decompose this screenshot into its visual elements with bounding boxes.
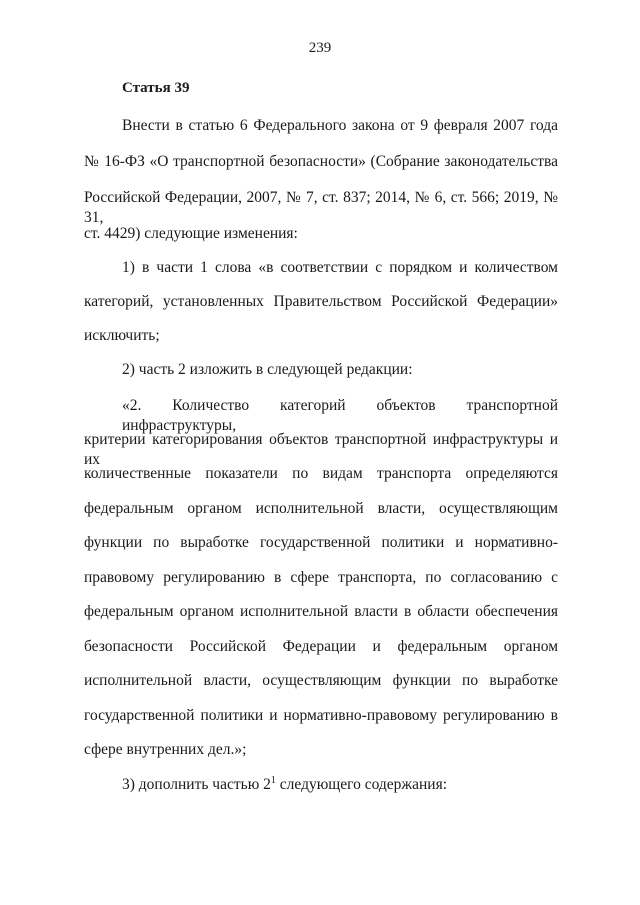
paragraph-line: ст. 4429) следующие изменения: [84, 225, 298, 242]
paragraph-line: исполнительной власти, осуществляющим функции по выработке [84, 672, 558, 689]
paragraph-line [122, 775, 558, 795]
paragraph-line: государственной политики и нормативно-правовому регулированию в [84, 707, 558, 724]
page-number: 239 [308, 40, 332, 56]
line-text: 3) дополнить частью 2 [122, 776, 271, 793]
paragraph-line: № 16-ФЗ «О транспортной безопасности» (Собрание законодательства [84, 153, 558, 170]
paragraph-line: Российской Федерации, 2007, № 7, ст. 837; 2014, № 6, ст. 566; 2019, № 31, [84, 189, 558, 226]
article-title: Статья 39 [122, 80, 190, 96]
paragraph-line: 1) в части 1 слова «в соответствии с порядком и количеством [122, 259, 558, 276]
paragraph-line: федеральным органом исполнительной власти в области обеспечения [84, 603, 558, 620]
paragraph-line: функции по выработке государственной политики и нормативно- [84, 534, 558, 551]
superscript: 1 [270, 775, 276, 786]
paragraph-line: федеральным органом исполнительной власти, осуществляющим [84, 500, 558, 517]
paragraph-line: 2) часть 2 изложить в следующей редакции: [122, 361, 413, 378]
paragraph-line: Внести в статью 6 Федерального закона от 9 февраля 2007 года [122, 117, 558, 134]
line-text: следующего содержания: [275, 776, 448, 793]
paragraph-line: правовому регулированию в сфере транспорта, по согласованию с [84, 569, 558, 586]
paragraph-line: сфере внутренних дел.»; [84, 741, 247, 758]
paragraph-line: количественные показатели по видам транспорта определяются [84, 465, 558, 482]
paragraph-line: критерии категорирования объектов транспортной инфраструктуры и их [84, 431, 558, 468]
paragraph-line: «2. Количество категорий объектов транспортной инфраструктуры, [122, 397, 558, 434]
paragraph-line: категорий, установленных Правительством Российской Федерации» [84, 293, 558, 310]
paragraph-line: безопасности Российской Федерации и федеральным органом [84, 638, 558, 655]
paragraph-line: исключить; [84, 327, 160, 344]
